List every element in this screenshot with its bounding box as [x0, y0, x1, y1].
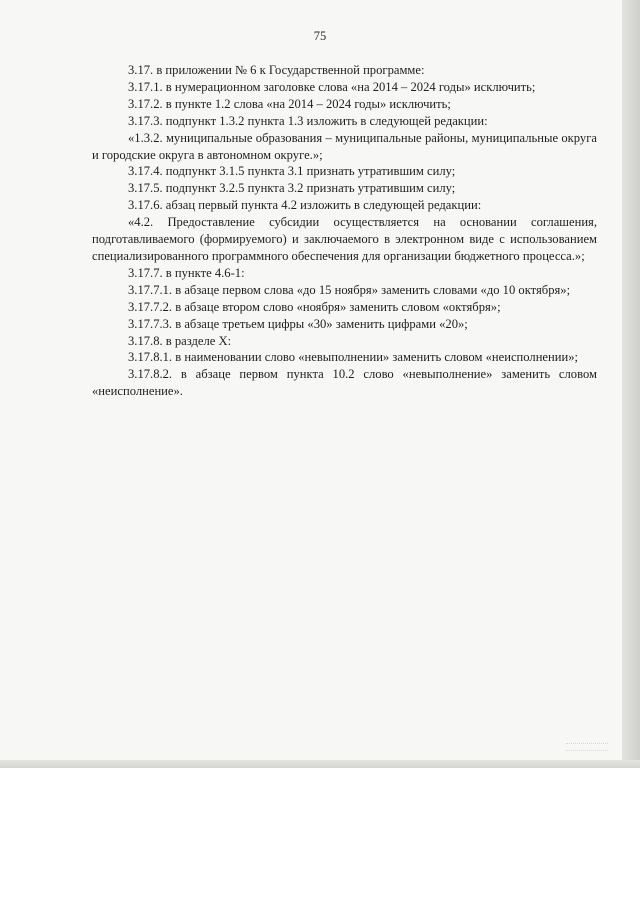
paragraph: 3.17.6. абзац первый пункта 4.2 изложить в следующей редакции: [128, 198, 482, 213]
paragraph: 3.17.3. подпункт 1.3.2 пункта 1.3 изложить в следующей редакции: [128, 113, 488, 128]
paragraph: 3.17.7.3. в абзаце третьем цифры «30» заменить цифрами «20»; [128, 316, 468, 331]
paragraph: 3.17. в приложении № 6 к Государственной программе: [128, 63, 425, 77]
paragraph: 3.17.8. в разделе X: [128, 333, 232, 348]
paragraph: «1.3.2. муниципальные образования – муниципальные районы, муниципальные округа и городские округа в автономном округе.»; [92, 130, 597, 162]
paragraph: 3.17.7.2. в абзаце втором слово «ноября» заменить словом «октября»; [128, 299, 501, 314]
page-edge-shadow [622, 0, 640, 768]
paragraph: 3.17.8.1. в наименовании слово «невыполнении» заменить словом «неисполнении»; [128, 350, 579, 365]
paragraph: 3.17.7. в пункте 4.6-1: [128, 265, 245, 280]
page-number: 75 [313, 29, 327, 43]
paragraph: «4.2. Предоставление субсидии осуществляется на основании соглашения, подготавливаемого (формируемого) и заключаемого в электронном виде с использованием специализированного программного обеспечения для организации бюджетного процесса.»; [92, 215, 597, 263]
paragraph: 3.17.5. подпункт 3.2.5 пункта 3.2 признать утратившим силу; [128, 181, 456, 196]
paragraph: 3.17.4. подпункт 3.1.5 пункта 3.1 признать утратившим силу; [128, 164, 456, 179]
paragraph: 3.17.8.2. в абзаце первом пункта 10.2 слово «невыполнение» заменить словом «неисполнение». [92, 367, 597, 399]
paragraph: 3.17.2. в пункте 1.2 слова «на 2014 – 2024 годы» исключить; [128, 96, 451, 111]
page-bottom-edge [0, 760, 640, 768]
scan-artifact [566, 743, 608, 751]
document-body [92, 62, 597, 400]
paragraph: 3.17.1. в нумерационном заголовке слова «на 2014 – 2024 годы» исключить; [128, 79, 536, 94]
paragraph: 3.17.7.1. в абзаце первом слова «до 15 ноября» заменить словами «до 10 октября»; [128, 282, 571, 297]
